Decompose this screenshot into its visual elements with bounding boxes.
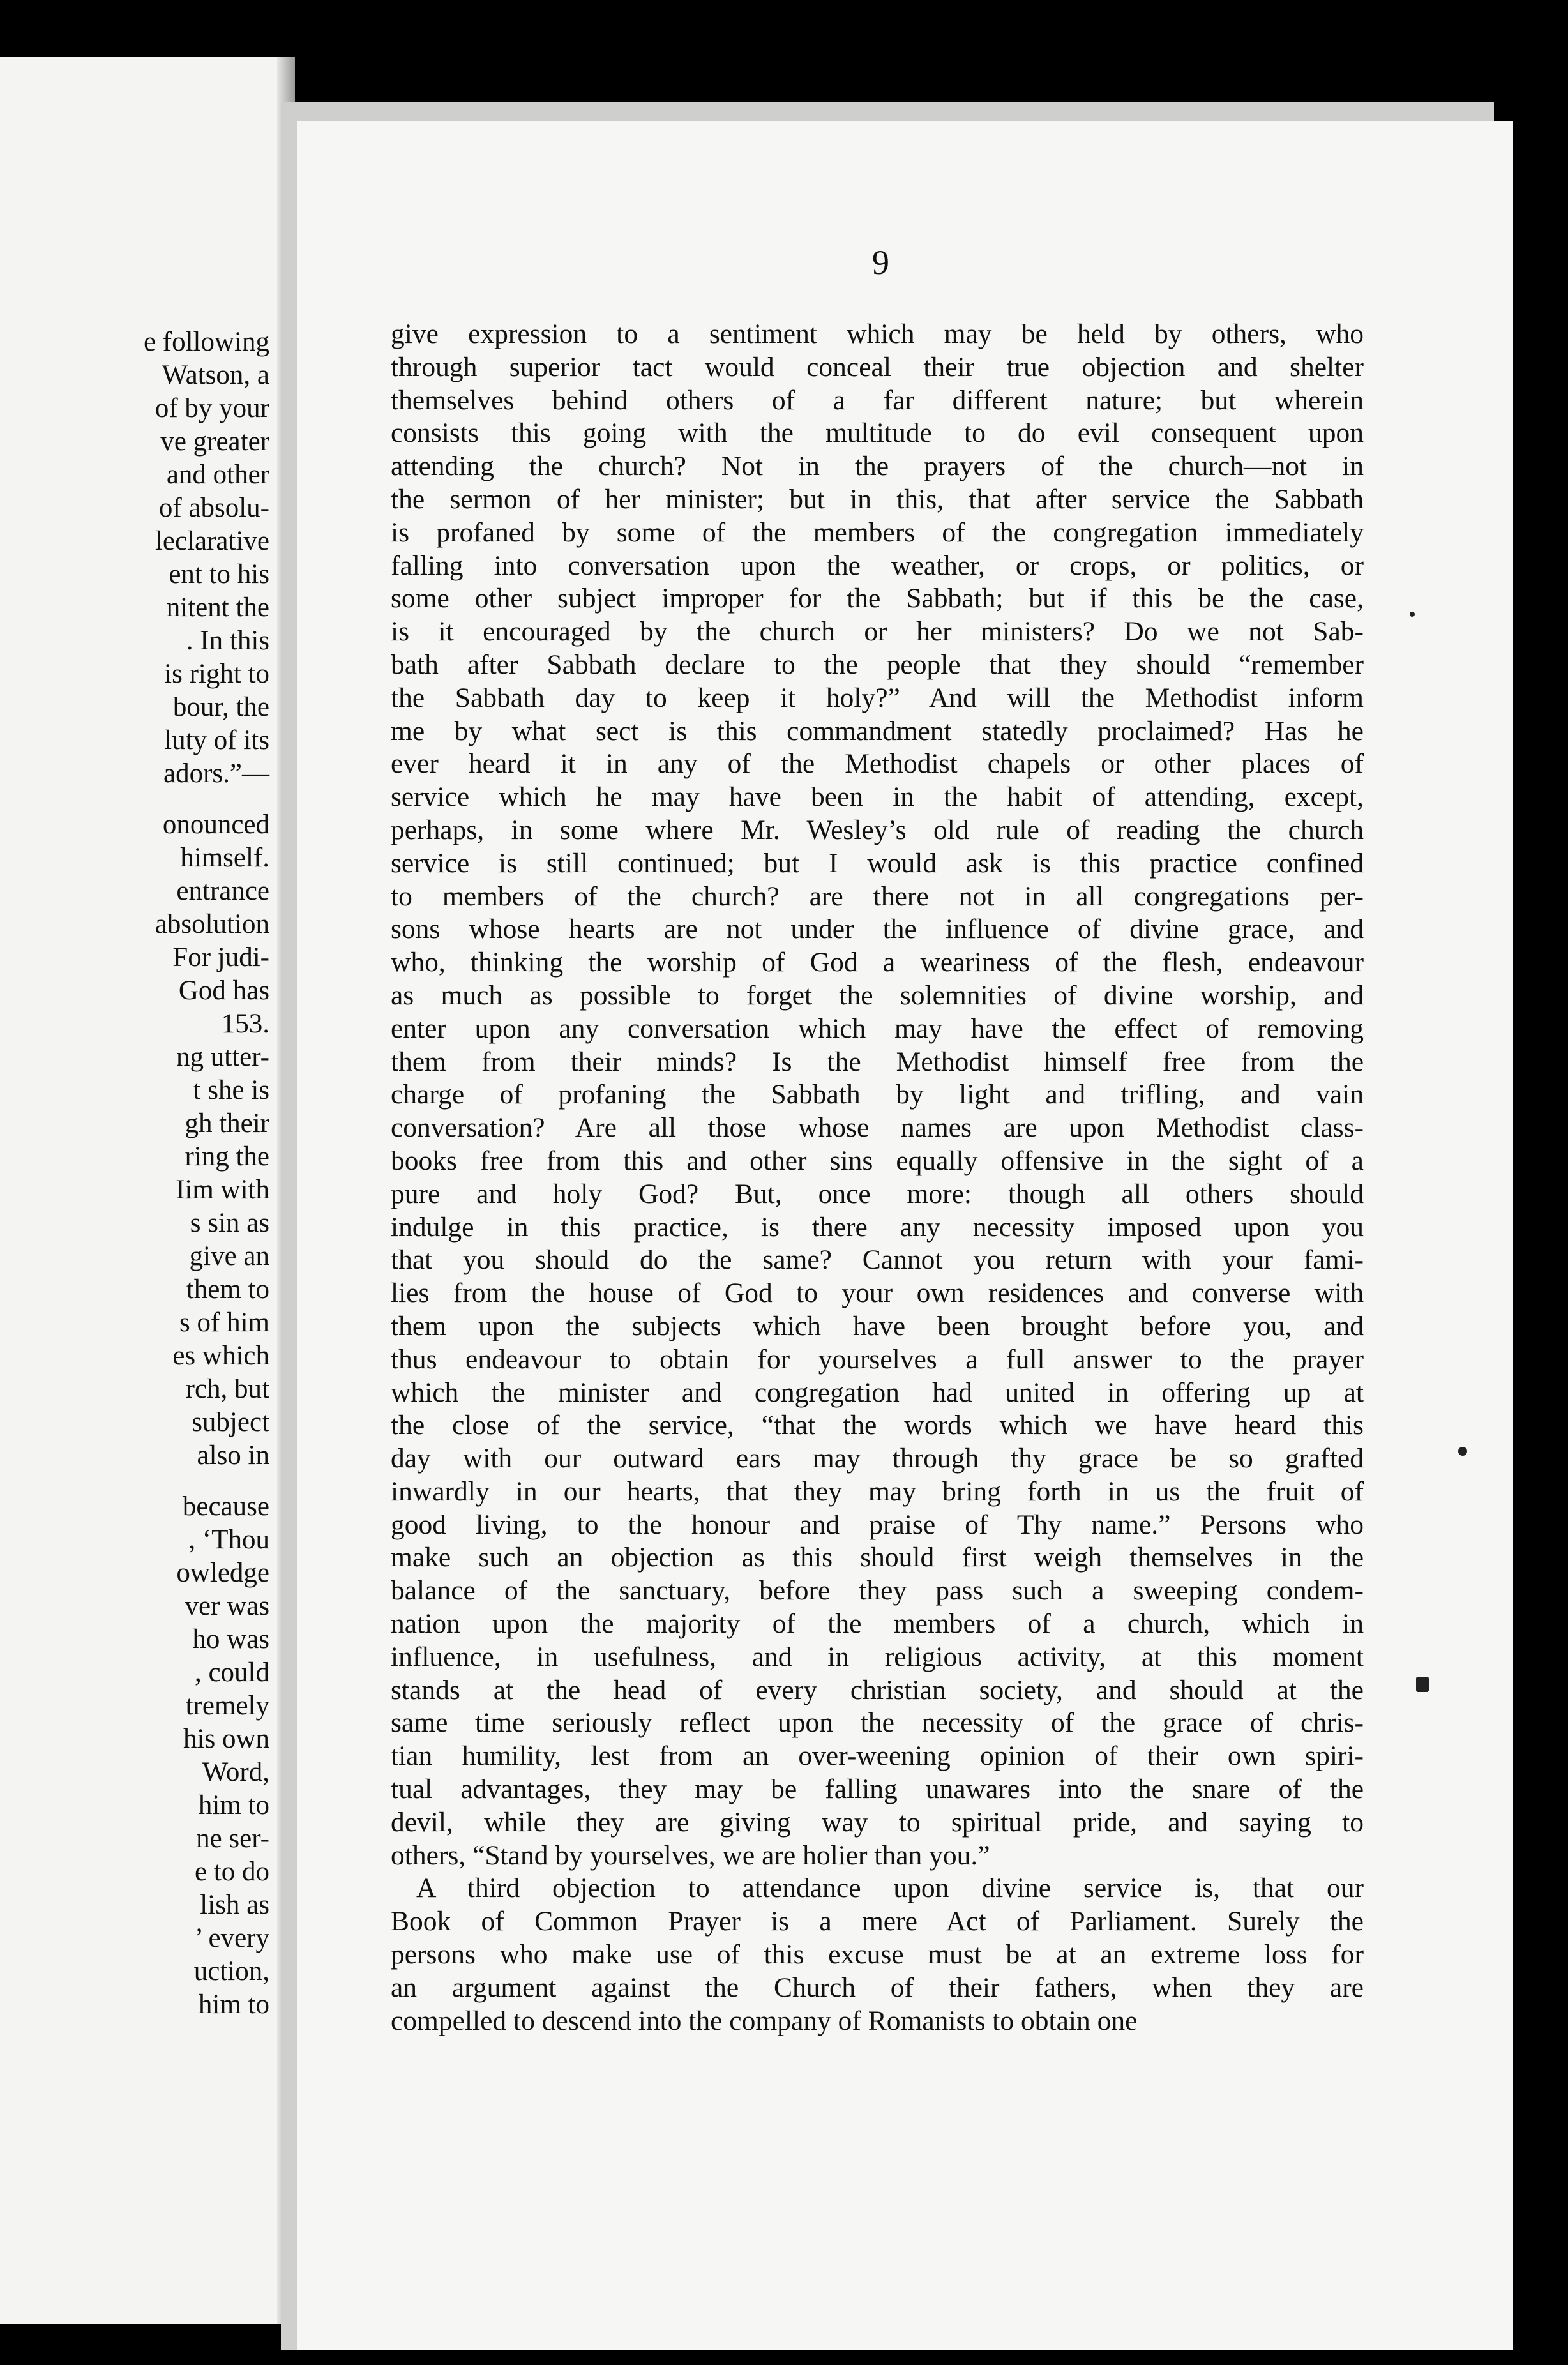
left-page-line: ng utter- bbox=[176, 1042, 269, 1072]
body-line: nation upon the majority of the members of a church, which in bbox=[391, 1608, 1364, 1640]
left-page-line: is right to bbox=[164, 659, 269, 689]
body-line: falling into conversation upon the weather, or crops, or politics, or bbox=[391, 550, 1364, 581]
left-page-line: t she is bbox=[193, 1075, 269, 1105]
body-line: through superior tact would conceal their true objection and shelter bbox=[391, 351, 1364, 382]
left-page-line: e following bbox=[143, 327, 269, 357]
left-page-line: lish as bbox=[200, 1890, 269, 1920]
body-line: the sermon of her minister; but in this, that after service the Sabbath bbox=[391, 483, 1364, 515]
body-line: that you should do the same? Cannot you return with your fami- bbox=[391, 1244, 1364, 1276]
body-line: them from their minds? Is the Methodist himself free from the bbox=[391, 1046, 1364, 1077]
left-page-line: gh their bbox=[185, 1108, 269, 1138]
left-page-line: also in bbox=[197, 1440, 269, 1470]
body-line: books free from this and other sins equally offensive in the sight of a bbox=[391, 1145, 1364, 1176]
body-line: attending the church? Not in the prayers of the church—not in bbox=[391, 451, 1364, 482]
left-page-line: ne ser- bbox=[196, 1824, 269, 1854]
body-line: thus endeavour to obtain for yourselves a full answer to the prayer bbox=[391, 1343, 1364, 1375]
left-page-line: them to bbox=[186, 1274, 269, 1304]
left-page-line: luty of its bbox=[164, 725, 269, 755]
body-line: some other subject improper for the Sabbath; but if this be the case, bbox=[391, 583, 1364, 614]
left-page-line: ring the bbox=[185, 1142, 269, 1172]
left-page-line: ho was bbox=[192, 1624, 269, 1654]
body-line: influence, in usefulness, and in religious activity, at this moment bbox=[391, 1641, 1364, 1672]
body-line: make such an objection as this should first weigh themselves in the bbox=[391, 1542, 1364, 1573]
body-line: A third objection to attendance upon divine service is, that our bbox=[416, 1873, 1364, 1904]
page-number: 9 bbox=[872, 243, 889, 282]
left-page-line: owledge bbox=[176, 1558, 269, 1588]
body-line: persons who make use of this excuse must be at an extreme loss for bbox=[391, 1939, 1364, 1970]
left-page-line: Iim with bbox=[176, 1175, 269, 1205]
left-page-line: es which bbox=[172, 1341, 269, 1371]
body-line: is profaned by some of the members of the congregation immediately bbox=[391, 517, 1364, 548]
body-line: pure and holy God? But, once more: though all others should bbox=[391, 1178, 1364, 1209]
body-line: is it encouraged by the church or her ministers? Do we not Sab- bbox=[391, 616, 1364, 647]
body-line: as much as possible to forget the solemnities of divine worship, and bbox=[391, 979, 1364, 1011]
left-page-line: s of him bbox=[179, 1308, 269, 1338]
left-page-line: of absolu- bbox=[158, 493, 269, 523]
body-line: themselves behind others of a far different nature; but wherein bbox=[391, 384, 1364, 416]
body-line: indulge in this practice, is there any necessity imposed upon you bbox=[391, 1211, 1364, 1243]
left-page-line: e to do bbox=[194, 1857, 269, 1887]
left-page-line: rch, but bbox=[185, 1374, 269, 1404]
ink-speck bbox=[1458, 1447, 1467, 1456]
left-page-line: s sin as bbox=[190, 1208, 269, 1238]
body-line: stands at the head of every christian society, and should at the bbox=[391, 1674, 1364, 1705]
body-line: charge of profaning the Sabbath by light and trifling, and vain bbox=[391, 1079, 1364, 1110]
body-line: them upon the subjects which have been brought before you, and bbox=[391, 1310, 1364, 1341]
body-line: devil, while they are giving way to spiritual pride, and saying to bbox=[391, 1806, 1364, 1838]
body-line: tual advantages, they may be falling unawares into the snare of the bbox=[391, 1774, 1364, 1805]
left-page-line: tremely bbox=[185, 1691, 269, 1721]
body-line: service which he may have been in the habit of attending, except, bbox=[391, 782, 1364, 813]
body-line: conversation? Are all those whose names are upon Methodist class- bbox=[391, 1112, 1364, 1144]
body-line: service is still continued; but I would ask is this practice confined bbox=[391, 847, 1364, 879]
left-page-line: leclarative bbox=[155, 526, 269, 556]
left-page-line: God has bbox=[178, 976, 269, 1006]
body-line: an argument against the Church of their fathers, when they are bbox=[391, 1972, 1364, 2003]
body-line: day with our outward ears may through thy grace be so grafted bbox=[391, 1443, 1364, 1474]
left-page-line: , ‘Thou bbox=[188, 1525, 269, 1555]
left-page-line: his own bbox=[183, 1724, 269, 1754]
left-page-line: him to bbox=[198, 1990, 269, 2020]
left-page-line: Watson, a bbox=[162, 360, 269, 390]
left-page-fragment bbox=[0, 57, 295, 2324]
left-page-line: onounced bbox=[162, 810, 269, 840]
body-line: perhaps, in some where Mr. Wesley’s old rule of reading the church bbox=[391, 814, 1364, 845]
left-page-line: uction, bbox=[193, 1956, 269, 1986]
left-page-line: ve greater bbox=[160, 427, 269, 457]
body-line: the Sabbath day to keep it holy?” And will the Methodist inform bbox=[391, 682, 1364, 713]
page-body-text bbox=[391, 318, 1364, 2037]
body-line: me by what sect is this commandment statedly proclaimed? Has he bbox=[391, 715, 1364, 746]
body-line: the close of the service, “that the words which we have heard this bbox=[391, 1410, 1364, 1441]
left-page-line: ver was bbox=[185, 1591, 269, 1621]
left-page-line: him to bbox=[198, 1790, 269, 1820]
body-line: who, thinking the worship of God a weariness of the flesh, endeavour bbox=[391, 947, 1364, 978]
body-line: bath after Sabbath declare to the people that they should “remember bbox=[391, 649, 1364, 680]
body-line: enter upon any conversation which may have the effect of removing bbox=[391, 1013, 1364, 1044]
body-line: to members of the church? are there not in all congregations per- bbox=[391, 880, 1364, 912]
left-page-line: because bbox=[182, 1492, 269, 1522]
left-page-line: ent to his bbox=[169, 559, 269, 589]
body-line: others, “Stand by yourselves, we are holier than you.” bbox=[391, 1840, 990, 1871]
left-page-line: bour, the bbox=[172, 692, 269, 722]
body-line: tian humility, lest from an over-weening opinion of their own spiri- bbox=[391, 1741, 1364, 1772]
left-page-line: and other bbox=[166, 460, 269, 490]
body-line: good living, to the honour and praise of Thy name.” Persons who bbox=[391, 1509, 1364, 1540]
left-page-line: nitent the bbox=[166, 593, 269, 623]
body-line: which the minister and congregation had united in offering up at bbox=[391, 1377, 1364, 1408]
left-page-line: of by your bbox=[155, 393, 269, 423]
body-line: same time seriously reflect upon the necessity of the grace of chris- bbox=[391, 1707, 1364, 1739]
body-line: consists this going with the multitude to do evil consequent upon bbox=[391, 418, 1364, 449]
left-page-line: Word, bbox=[202, 1757, 269, 1787]
body-line: sons whose hearts are not under the influence of divine grace, and bbox=[391, 914, 1364, 945]
left-page-line: For judi- bbox=[172, 942, 269, 972]
ink-speck bbox=[1410, 612, 1415, 617]
left-page-line: . In this bbox=[186, 626, 269, 656]
ink-speck bbox=[1416, 1677, 1429, 1692]
body-line: lies from the house of God to your own residences and converse with bbox=[391, 1278, 1364, 1309]
left-page-line: entrance bbox=[176, 876, 269, 906]
body-line: balance of the sanctuary, before they pass such a sweeping condem- bbox=[391, 1575, 1364, 1606]
body-line: ever heard it in any of the Methodist chapels or other places of bbox=[391, 748, 1364, 780]
left-page-line: adors.”— bbox=[163, 759, 269, 789]
left-page-line: himself. bbox=[180, 843, 269, 873]
left-page-line: 153. bbox=[221, 1009, 269, 1039]
left-page-line: ’ every bbox=[194, 1923, 269, 1953]
body-line: inwardly in our hearts, that they may bring forth in us the fruit of bbox=[391, 1476, 1364, 1507]
left-page-line: give an bbox=[189, 1241, 269, 1271]
body-line: give expression to a sentiment which may be held by others, who bbox=[391, 319, 1364, 349]
left-page-line: , could bbox=[194, 1658, 269, 1688]
left-page-line: absolution bbox=[155, 909, 269, 939]
body-line: Book of Common Prayer is a mere Act of Parliament. Surely the bbox=[391, 1906, 1364, 1937]
left-page-line: subject bbox=[192, 1407, 269, 1437]
body-line: compelled to descend into the company of Romanists to obtain one bbox=[391, 2005, 1138, 2036]
